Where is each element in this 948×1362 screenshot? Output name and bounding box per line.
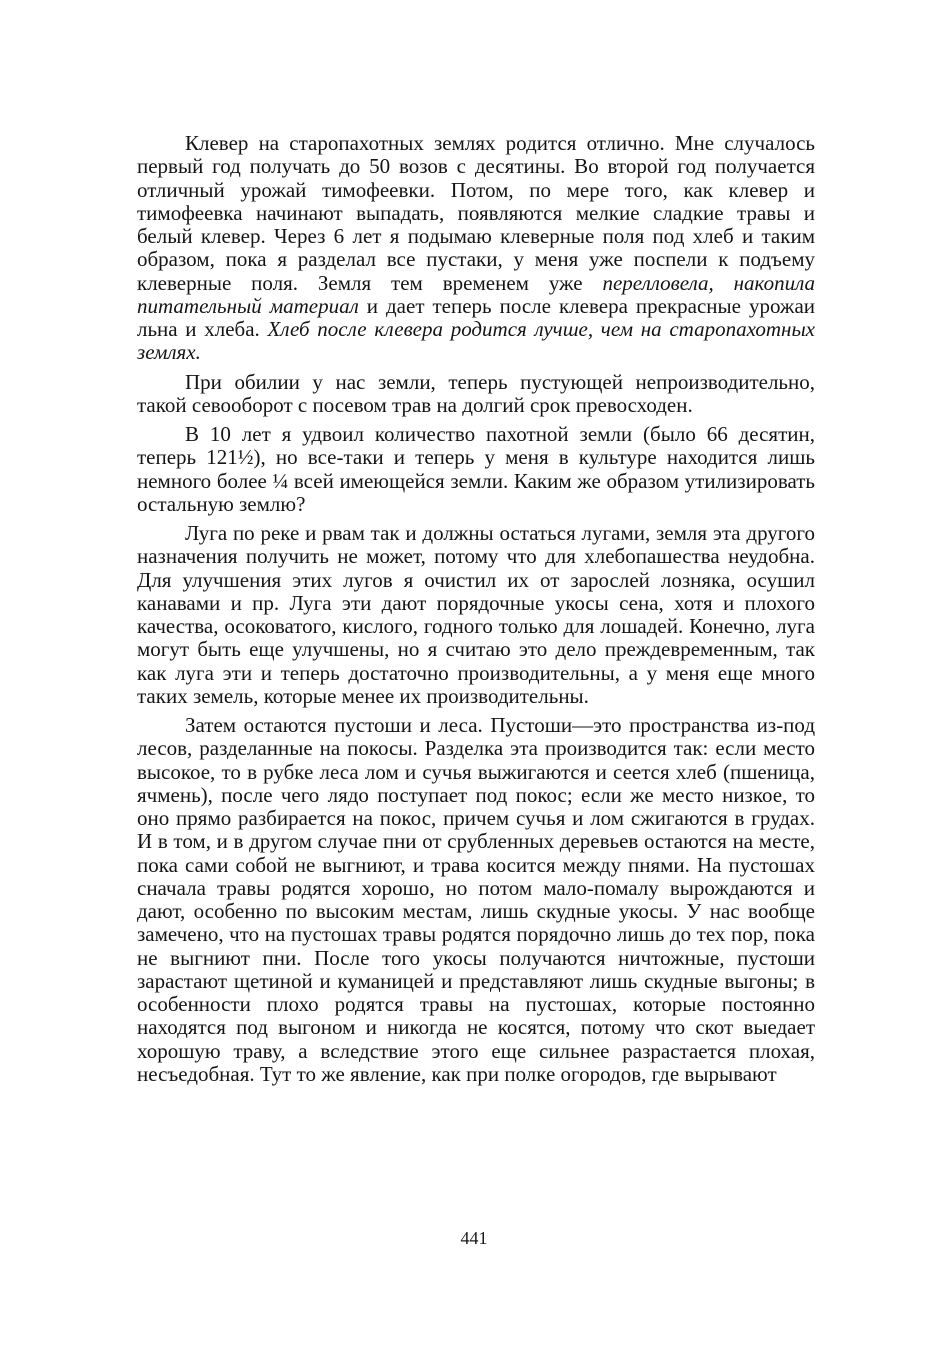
page-number: 441 — [460, 1228, 488, 1248]
paragraph-1-italic-a: перелловела, накопила питательный материал — [137, 270, 815, 318]
paragraph-2 — [137, 371, 815, 418]
page-body — [137, 132, 815, 1232]
paragraph-1-text-a: Клевер на старопахотных землях родится отлично. Мне случалось первый год получать до 50 возов с десятины. Во второй год получается отличный урожай тимофеевки. Потом, по мере того, как клевер и тимофеевка начинают выпадать, появляются мелкие сладкие травы и белый клевер. Через 6 лет я подымаю клеверные поля под хлеб и таким образом, пока я разделал все пустаки, у меня уже поспели к подъему клеверные поля. Земля тем временем уже — [137, 131, 815, 295]
paragraph-5-text: Затем остаются пустоши и леса. Пустоши—это пространства из-под лесов, разделанные на покосы. Разделка эта производится так: если место высокое, то в рубке леса лом и сучья выжигаются и сеется хлеб (пшеница, ячмень), после чего лядо поступает под покос; если же место низкое, то оно прямо разбирается на покос, причем сучья и лом сжигаются в грудах. И в том, и в другом случае пни от срубленных деревьев остаются на месте, пока сами собой не выгниют, и трава косится между пнями. На пустошах сначала травы родятся хорошо, но потом мало-помалу вырождаются и дают, особенно по высоким местам, лишь скудные укосы. У нас вообще замечено, что на пустошах травы родятся порядочно лишь до тех пор, пока не выгниют пни. После того укосы получаются ничтожные, пустоши зарастают щетиной и куманицей и представляют лишь скудные выгоны; в особенности плохо родятся травы на пустошах, которые постоянно находятся под выгоном и никогда не косятся, потому что скот выедает хорошую траву, а вследствие этого еще сильнее разрастается плохая, несъедобная. Тут то же явление, как при полке огородов, где вырывают — [137, 713, 815, 1086]
paragraph-2-text: При обилии у нас земли, теперь пустующей непроизводительно, такой севооборот с посевом трав на долгий срок превосходен. — [137, 369, 815, 417]
paragraph-1-text-b: и дает теперь после клевера прекрасные урожаи льна и хлеба. — [137, 293, 815, 341]
paragraph-4 — [137, 522, 815, 708]
paragraph-1 — [137, 132, 815, 365]
paragraph-3-text: В 10 лет я удвоил количество пахотной земли (было 66 десятин, теперь 121½), но все-таки и теперь у меня в культуре находится лишь немного более ¼ всей имеющейся земли. Каким же образом утилизировать остальную землю? — [137, 422, 815, 516]
paragraph-5 — [137, 714, 815, 1086]
paragraph-3 — [137, 423, 815, 516]
paragraph-1-italic-b: Хлеб после клевера родится лучше, чем на старопахотных землях. — [137, 317, 815, 365]
paragraph-4-text: Луга по реке и рвам так и должны остаться лугами, земля эта другого назначения получить не может, потому что для хлебопашества неудобна. Для улучшения этих лугов я очистил их от зарослей лозняка, осушил канавами и пр. Луга эти дают порядочные укосы сена, хотя и плохого качества, осоковатого, кислого, годного только для лошадей. Конечно, луга могут быть еще улучшены, но я считаю это дело преждевременным, так как луга эти и теперь достаточно производительны, а у меня еще много таких земель, которые менее их производительны. — [137, 521, 815, 708]
